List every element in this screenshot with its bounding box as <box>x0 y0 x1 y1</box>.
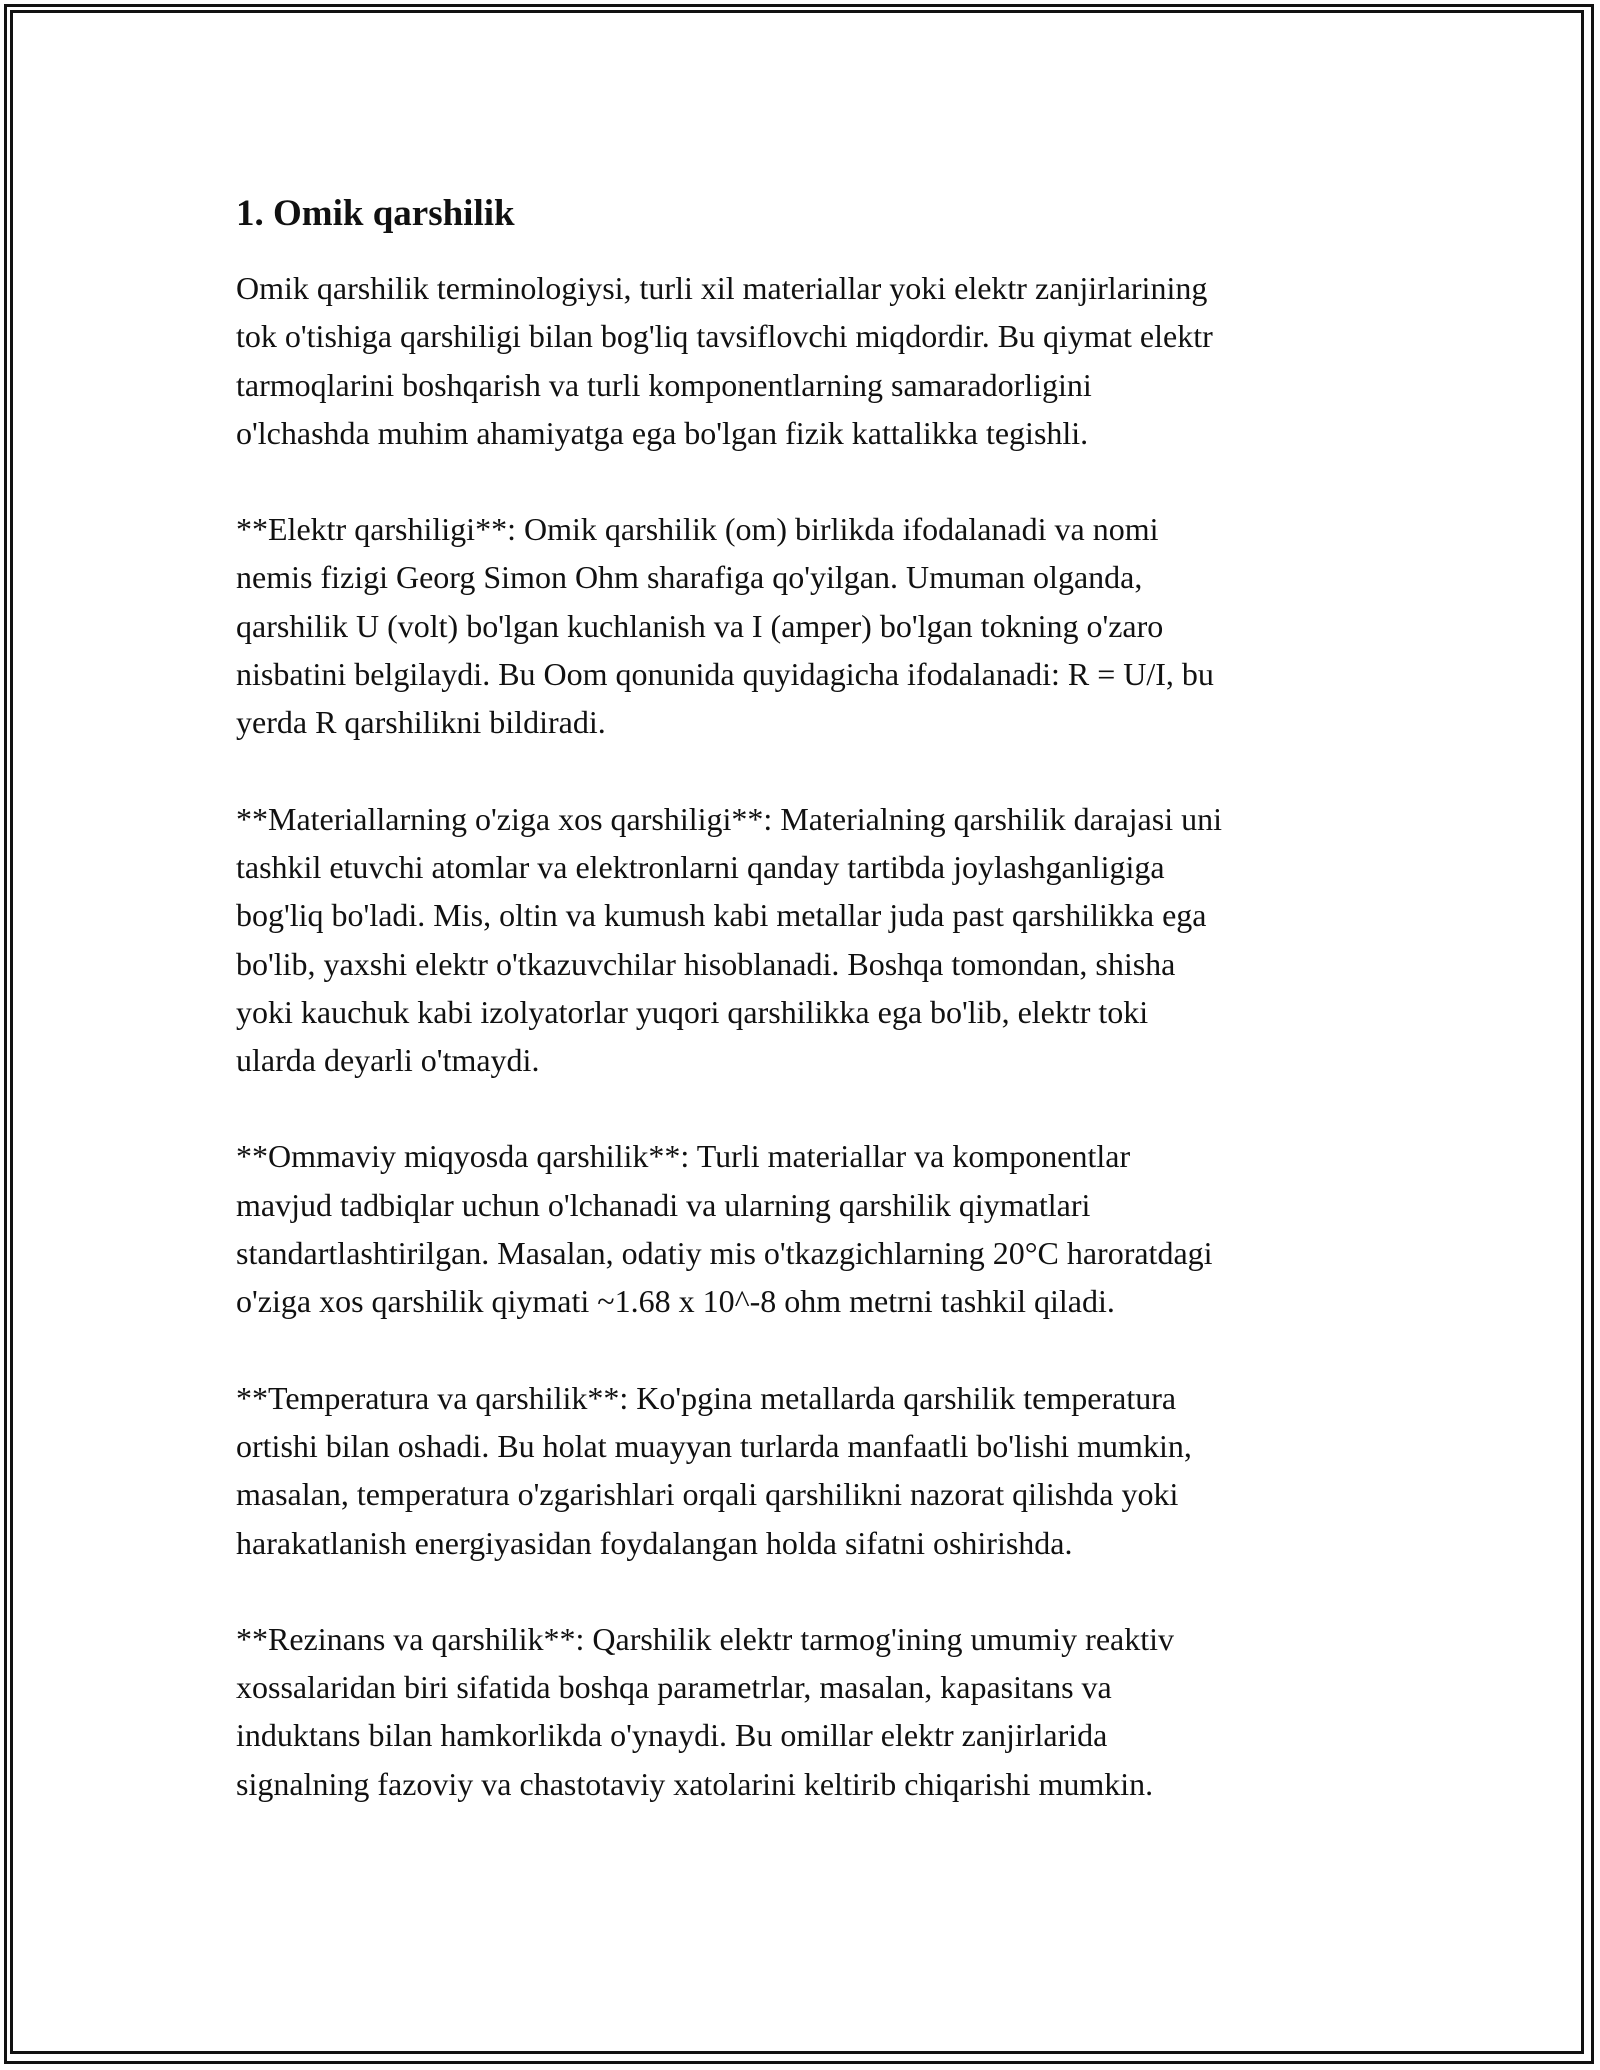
text-line: **Rezinans va qarshilik**: Qarshilik elektr tarmog'ining umumiy reaktiv <box>236 1620 1175 1657</box>
text-line: ortishi bilan oshadi. Bu holat muayyan turlarda manfaatli bo'lishi mumkin, <box>236 1427 1192 1464</box>
text-line: Omik qarshilik terminologiysi, turli xil materiallar yoki elektr zanjirlarining <box>236 270 1208 306</box>
text-line: nisbatini belgilaydi. Bu Oom qonunida quyidagicha ifodalanadi: R = U/I, bu <box>236 656 1214 693</box>
paragraph-specific-resistance <box>236 795 1386 1085</box>
text-line: masalan, temperatura o'zgarishlari orqali qarshilikni nazorat qilishda yoki <box>236 1476 1179 1513</box>
paragraph-resonance <box>236 1615 1386 1808</box>
text-line: o'lchashda muhim ahamiyatga ega bo'lgan fizik kattalikka tegishli. <box>236 414 1089 451</box>
text-line: yoki kauchuk kabi izolyatorlar yuqori qarshilikka ega bo'lib, elektr toki <box>236 993 1149 1030</box>
section-heading: 1. Omik qarshilik <box>236 193 515 234</box>
text-line: **Elektr qarshiligi**: Omik qarshilik (om) birlikda ifodalanadi va nomi <box>236 511 1159 548</box>
text-line: bo'lib, yaxshi elektr o'tkazuvchilar hisoblanadi. Boshqa tomondan, shisha <box>236 945 1176 982</box>
text-line: standartlashtirilgan. Masalan, odatiy mis o'tkazgichlarning 20°C haroratdagi <box>236 1235 1213 1272</box>
text-line: tarmoqlarini boshqarish va turli komponentlarning samaradorligini <box>236 366 1092 403</box>
paragraph-temperature <box>236 1374 1386 1567</box>
text-line: **Temperatura va qarshilik**: Ko'pgina metallarda qarshilik temperatura <box>236 1379 1177 1416</box>
text-line: signalning fazoviy va chastotaviy xatolarini keltirib chiqarishi mumkin. <box>236 1765 1154 1802</box>
paragraph-intro <box>236 264 1386 457</box>
paragraph-mass-scale <box>236 1132 1386 1325</box>
text-line: tok o'tishiga qarshiligi bilan bog'liq tavsiflovchi miqdordir. Bu qiymat elektr <box>236 318 1213 355</box>
text-line: **Materiallarning o'ziga xos qarshiligi**: Materialning qarshilik darajasi uni <box>236 800 1222 837</box>
text-line: o'ziga xos qarshilik qiymati ~1.68 x 10^-8 ohm metrni tashkil qiladi. <box>236 1283 1115 1320</box>
text-line: harakatlanish energiyasidan foydalangan holda sifatni oshirishda. <box>236 1524 1073 1561</box>
paragraph-electric-resistance <box>236 505 1386 746</box>
text-line: qarshilik U (volt) bo'lgan kuchlanish va I (amper) bo'lgan tokning o'zaro <box>236 607 1164 644</box>
text-line: induktans bilan hamkorlikda o'ynaydi. Bu omillar elektr zanjirlarida <box>236 1717 1108 1754</box>
text-line: ularda deyarli o'tmaydi. <box>236 1042 540 1079</box>
text-line: nemis fizigi Georg Simon Ohm sharafiga qo'yilgan. Umuman olganda, <box>236 559 1143 596</box>
text-line: mavjud tadbiqlar uchun o'lchanadi va ularning qarshilik qiymatlari <box>236 1186 1091 1223</box>
text-line: bog'liq bo'ladi. Mis, oltin va kumush kabi metallar juda past qarshilikka ega <box>236 897 1207 934</box>
document-body <box>236 186 1386 1856</box>
text-line: **Ommaviy miqyosda qarshilik**: Turli materiallar va komponentlar <box>236 1138 1131 1175</box>
text-line: tashkil etuvchi atomlar va elektronlarni qanday tartibda joylashganligiga <box>236 848 1165 885</box>
text-line: yerda R qarshilikni bildiradi. <box>236 704 606 741</box>
text-line: xossalaridan biri sifatida boshqa parametrlar, masalan, kapasitans va <box>236 1669 1112 1706</box>
